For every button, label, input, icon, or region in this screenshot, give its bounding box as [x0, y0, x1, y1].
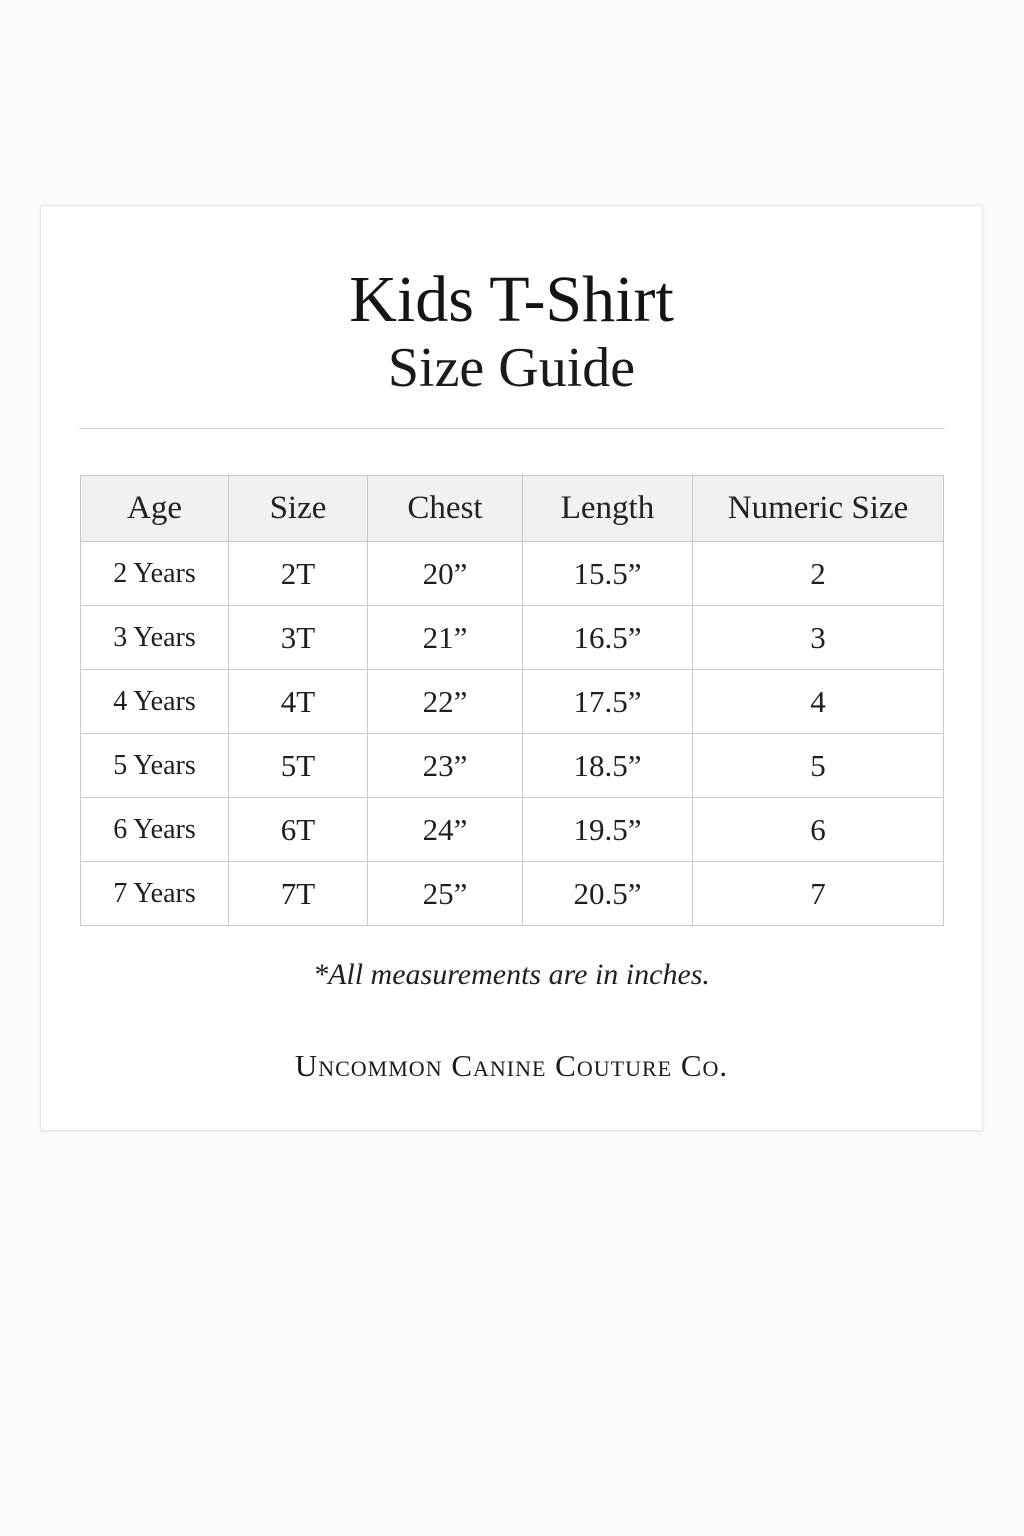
cell-chest: 21” — [368, 606, 523, 670]
cell-chest: 25” — [368, 862, 523, 926]
cell-size: 5T — [229, 734, 368, 798]
cell-length: 20.5” — [523, 862, 693, 926]
table-header-row — [81, 476, 944, 542]
table-row — [81, 670, 944, 734]
cell-chest: 22” — [368, 670, 523, 734]
cell-size: 2T — [229, 542, 368, 606]
cell-numeric-size: 3 — [693, 606, 944, 670]
cell-numeric-size: 7 — [693, 862, 944, 926]
cell-size: 7T — [229, 862, 368, 926]
cell-length: 15.5” — [523, 542, 693, 606]
cell-length: 19.5” — [523, 798, 693, 862]
cell-age: 3 Years — [81, 606, 229, 670]
measurement-note: *All measurements are in inches. — [313, 958, 710, 991]
header-length: Length — [523, 476, 693, 542]
cell-chest: 23” — [368, 734, 523, 798]
table-row — [81, 798, 944, 862]
table-row — [81, 606, 944, 670]
header-numeric-size: Numeric Size — [693, 476, 944, 542]
cell-numeric-size: 4 — [693, 670, 944, 734]
title-divider — [79, 428, 945, 429]
cell-size: 6T — [229, 798, 368, 862]
cell-numeric-size: 2 — [693, 542, 944, 606]
cell-age: 6 Years — [81, 798, 229, 862]
cell-length: 18.5” — [523, 734, 693, 798]
header-chest: Chest — [368, 476, 523, 542]
cell-numeric-size: 5 — [693, 734, 944, 798]
cell-chest: 20” — [368, 542, 523, 606]
table-row — [81, 542, 944, 606]
cell-numeric-size: 6 — [693, 798, 944, 862]
page-subtitle: Size Guide — [387, 337, 636, 399]
cell-age: 7 Years — [81, 862, 229, 926]
size-table — [80, 475, 944, 926]
cell-length: 17.5” — [523, 670, 693, 734]
cell-length: 16.5” — [523, 606, 693, 670]
table-row — [81, 862, 944, 926]
cell-age: 5 Years — [81, 734, 229, 798]
size-guide-card — [40, 205, 983, 1131]
cell-size: 3T — [229, 606, 368, 670]
cell-age: 2 Years — [81, 542, 229, 606]
header-age: Age — [81, 476, 229, 542]
brand-name: Uncommon Canine Couture Co. — [294, 1048, 729, 1083]
cell-size: 4T — [229, 670, 368, 734]
table-row — [81, 734, 944, 798]
page-title: Kids T-Shirt — [349, 263, 674, 336]
cell-age: 4 Years — [81, 670, 229, 734]
cell-chest: 24” — [368, 798, 523, 862]
header-size: Size — [229, 476, 368, 542]
